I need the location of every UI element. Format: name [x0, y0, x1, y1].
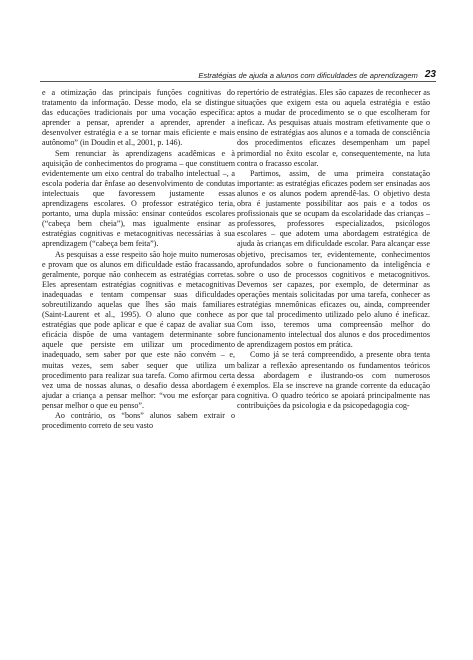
paragraph: repertório de estratégias. Eles são capazes de reconhecer as situações que exigem esta ou aquela estratégia e estão aptos a mudar de procedimento se o que escolheram for ineficaz. As pesquisas atuais mostram efetivamente que o ensino de estratégias aos alunos e a tomada de consciência dos procedimentos eficazes desempenham um papel primordial no êxito escolar e, consequentemente, na luta contra o fracasso escolar. — [237, 88, 430, 168]
paragraph: Partimos, assim, de uma primeira constatação importante: as estratégias eficazes podem ser ensinadas aos alunos e os alunos podem aprendê-las. O objetivo desta obra é justamente possibilitar aos pais e a todos os profissionais que se ocupam da escolaridade das crianças – professores, professores especializados, psicólogos escolares – que adotem uma abordagem estratégica de ajuda às crianças em dificuldade escolar. Para alcançar esse objetivo, precisamos ter, evidentemente, conhecimentos aprofundados sobre o funcionamento da inteligência e sobre o uso de processos cognitivos e metacognitivos. Devemos ser capazes, por exemplo, de determinar as operações mentais solicitadas por uma tarefa, conhecer as estratégias mnemônicas eficazes ou, ainda, compreender por que tal procedimento utilizado pelo aluno é ineficaz. Com isso, teremos uma compreensão melhor do funcionamento intelectual dos alunos e dos procedimentos de aprendizagem postos em prática. — [237, 168, 430, 350]
left-column — [42, 88, 235, 431]
running-title: Estratégias de ajuda a alunos com dificuldades de aprendizagem — [198, 71, 418, 80]
running-header — [40, 64, 436, 80]
paragraph: Como já se terá compreendido, a presente obra tenta balizar a reflexão apresentando os fundamentos teóricos dessa abordagem e ilustrando-os com numerosos exemplos. Ela se inscreve na grande corrente da educação cognitiva. O quadro teórico se apoiará principalmente nas contribuições da psicologia e da psicopedagogia cog- — [237, 350, 430, 410]
paragraph: As pesquisas a esse respeito são hoje muito numerosas e provam que os alunos em dificuldade estão fracassando, geralmente, porque não conhecem as estratégias corretas. Eles apresentam estratégias cognitivas e metacognitivas inadequadas e tentam compensar suas dificuldades sobreutilizando aquelas que lhes são mais familiares (Saint-Laurent et al., 1995). O aluno que conhece as estratégias que pode aplicar e que é capaz de avaliar sua eficácia dispõe de uma vantagem determinante sobre aquele que persiste em utilizar um procedimento inadequado, sem saber por que este não convém – e, muitas vezes, sem saber sequer que utiliza um procedimento para realizar sua tarefa. Como afirmou certa vez uma de nossas alunas, o desafio dessa abordagem é ajudar a criança a pensar melhor: “vou me esforçar para pensar melhor o que eu penso”. — [42, 249, 235, 410]
paragraph: e a otimização das principais funções cognitivas do tratamento da informação. Desse modo, ela se distingue das educações tradicionais por uma vocação específica: aprender a pensar, aprender a aprender, aprender a desenvolver estratégia e a se tornar mais eficiente e mais autônomo” (in Doudin et al., 2001, p. 146). — [42, 88, 235, 148]
paragraph: Ao contrário, os “bons” alunos sabem extrair o procedimento correto de seu vasto — [42, 411, 235, 431]
header-rule — [40, 81, 436, 82]
right-column — [237, 88, 430, 411]
paragraph: Sem renunciar às aprendizagens acadêmicas e à aquisição de conhecimentos do programa – que constituem evidentemente um eixo central do trabalho intelectual –, a escola poderia dar ênfase ao desenvolvimento de condutas intelectuais que favoressem justamente essas aprendizagens escolares. O professor estratégico teria, portanto, uma dupla missão: ensinar conteúdos escolares (“cabeça bem cheia”), mas igualmente ensinar as estratégias cognitivas e metacognitivas necessárias à sua aprendizagem (“cabeça bem feita”). — [42, 148, 235, 249]
page-number: 23 — [424, 69, 436, 80]
